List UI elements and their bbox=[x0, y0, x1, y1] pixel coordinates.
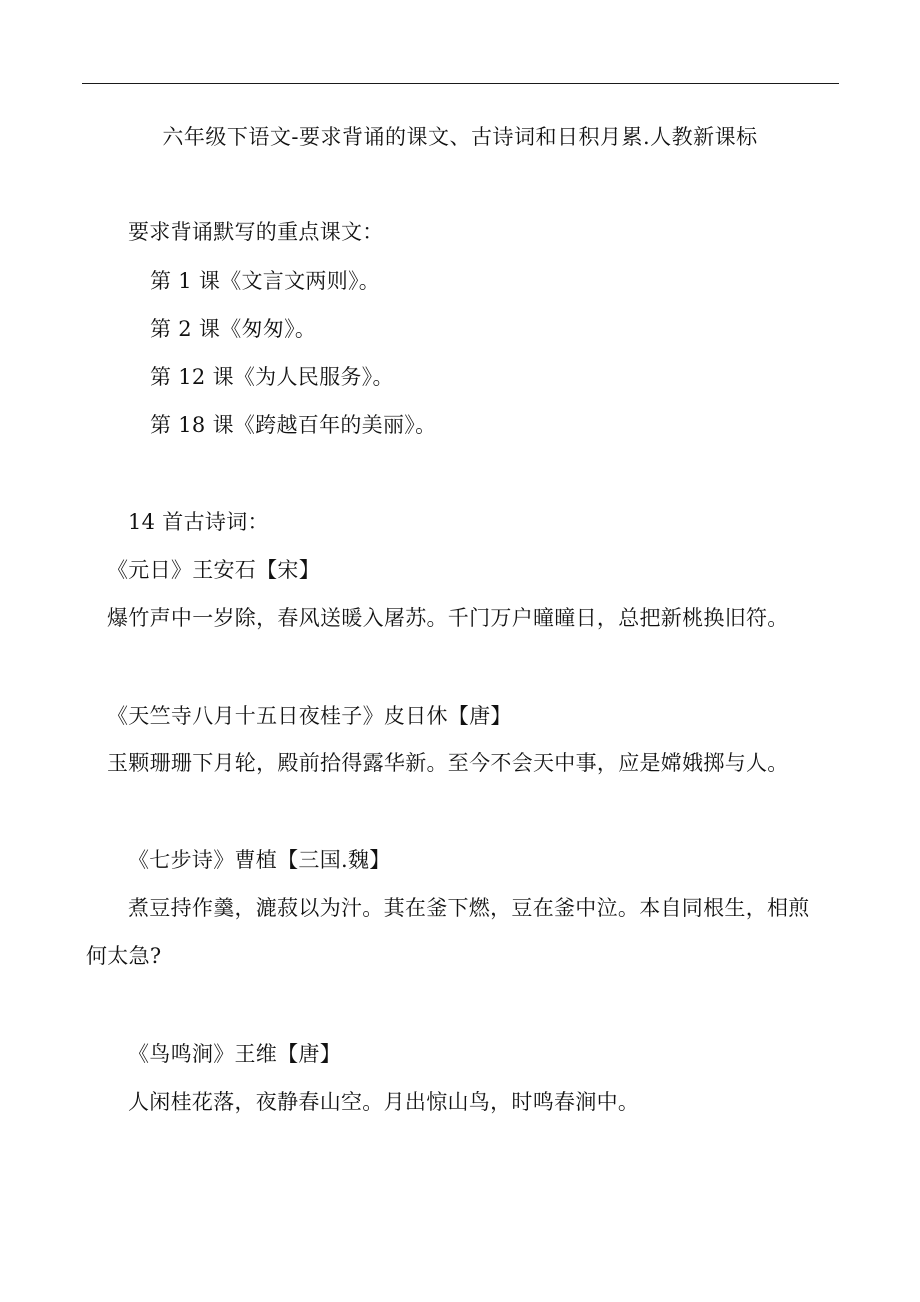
poem-heading: 《七步诗》曹植【三国.魏】 bbox=[128, 848, 391, 872]
poem-text: 玉颗珊珊下月轮，殿前拾得露华新。至今不会天中事，应是嫦娥掷与人。 bbox=[107, 751, 789, 775]
poem-heading: 《元日》王安石【宋】 bbox=[107, 558, 320, 582]
poem-heading: 《天竺寺八月十五日夜桂子》皮日休【唐】 bbox=[107, 704, 512, 728]
lesson-item: 第 2 课《匆匆》。 bbox=[150, 317, 317, 341]
lesson-item: 第 12 课《为人民服务》。 bbox=[150, 365, 394, 389]
poems-heading: 14 首古诗词： bbox=[128, 510, 269, 534]
poem-text: 爆竹声中一岁除，春风送暖入屠苏。千门万户曈曈日，总把新桃换旧符。 bbox=[107, 606, 789, 630]
poem-text: 何太急? bbox=[86, 944, 162, 968]
lesson-item: 第 1 课《文言文两则》。 bbox=[150, 269, 381, 293]
poem-heading: 《鸟鸣涧》王维【唐】 bbox=[128, 1042, 341, 1066]
lesson-item: 第 18 课《跨越百年的美丽》。 bbox=[150, 413, 437, 437]
poem-text: 煮豆持作羹，漉菽以为汁。萁在釜下燃，豆在釜中泣。本自同根生，相煎 bbox=[128, 896, 810, 920]
poem-text: 人闲桂花落，夜静春山空。月出惊山鸟，时鸣春涧中。 bbox=[128, 1090, 640, 1114]
document-title: 六年级下语文-要求背诵的课文、古诗词和日积月累.人教新课标 bbox=[162, 125, 758, 149]
header-rule bbox=[82, 83, 839, 84]
lessons-heading: 要求背诵默写的重点课文： bbox=[128, 220, 384, 244]
